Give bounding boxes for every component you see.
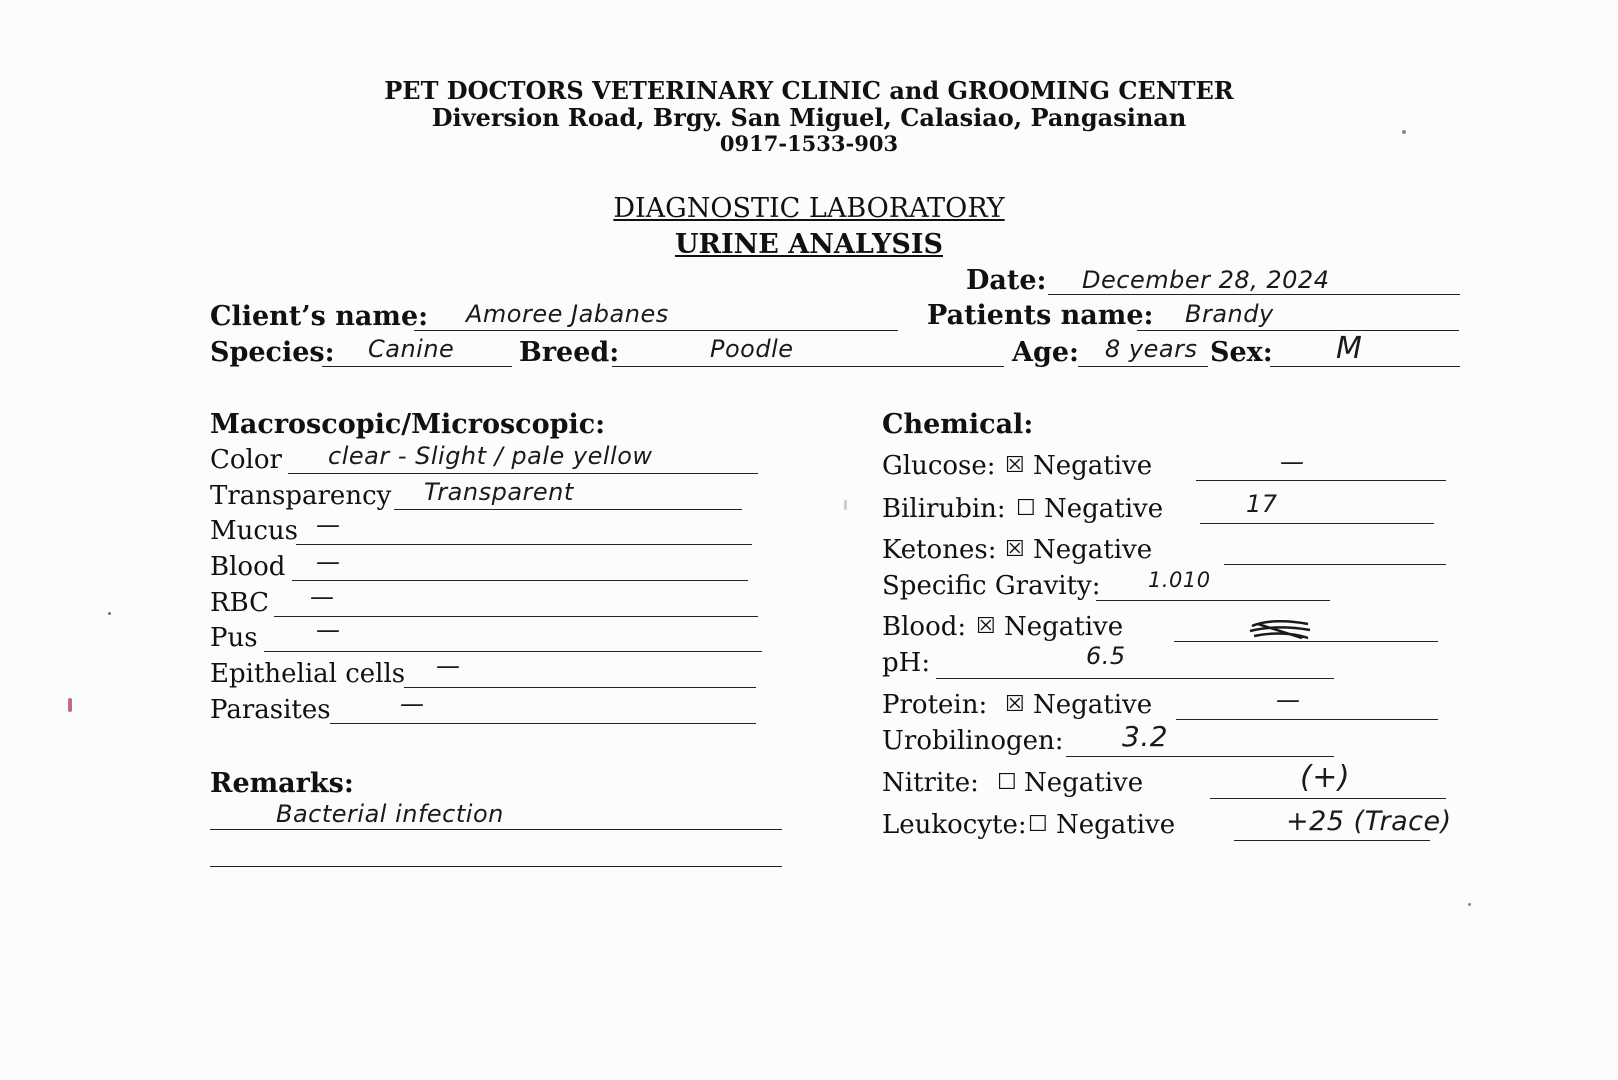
glucose-negative: Negative bbox=[1033, 451, 1153, 481]
bilirubin-value: 17 bbox=[1246, 490, 1278, 518]
glucose-checkbox[interactable]: ☒ bbox=[1005, 453, 1025, 478]
epithelial-value: — bbox=[436, 652, 461, 680]
blood-micro-value: — bbox=[316, 548, 341, 576]
specific-gravity-value: 1.010 bbox=[1148, 568, 1211, 592]
nitrite-checkbox[interactable]: ☐ bbox=[997, 770, 1017, 795]
client-name-value: Amoree Jabanes bbox=[466, 300, 669, 328]
breed-label: Breed: bbox=[519, 337, 620, 368]
ketones-negative: Negative bbox=[1033, 535, 1153, 565]
ketones-label: Ketones: bbox=[882, 535, 997, 565]
date-label: Date: bbox=[966, 265, 1047, 296]
mucus-label: Mucus bbox=[210, 516, 299, 546]
leukocyte-label: Leukocyte: bbox=[882, 810, 1027, 840]
macro-heading: Macroscopic/Microscopic: bbox=[210, 409, 606, 440]
ph-value: 6.5 bbox=[1086, 642, 1126, 670]
breed-value: Poodle bbox=[710, 335, 794, 363]
paper-speck bbox=[1468, 903, 1471, 906]
species-label: Species: bbox=[210, 337, 335, 368]
clinic-name: PET DOCTORS VETERINARY CLINIC and GROOMING CENTER bbox=[384, 76, 1234, 105]
clinic-phone: 0917-1533-903 bbox=[719, 131, 899, 156]
blood-micro-label: Blood bbox=[210, 552, 286, 582]
transparency-label: Transparency bbox=[210, 481, 392, 511]
color-label: Color bbox=[210, 445, 282, 475]
patient-name-label: Patients name: bbox=[927, 300, 1154, 331]
mucus-value: — bbox=[316, 511, 341, 539]
age-label: Age: bbox=[1012, 337, 1079, 368]
epithelial-label: Epithelial cells bbox=[210, 659, 406, 689]
blood-chem-label: Blood: bbox=[882, 612, 967, 642]
paper-speck bbox=[1402, 130, 1406, 134]
blood-chem-negative: Negative bbox=[1004, 612, 1124, 642]
department-title: DIAGNOSTIC LABORATORY bbox=[613, 193, 1005, 224]
patient-name-value: Brandy bbox=[1185, 300, 1274, 328]
glucose-label: Glucose: bbox=[882, 451, 996, 481]
nitrite-value: (+) bbox=[1300, 760, 1351, 795]
urobilinogen-label: Urobilinogen: bbox=[882, 726, 1064, 756]
ketones-checkbox[interactable]: ☒ bbox=[1005, 537, 1025, 562]
urobilinogen-value: 3.2 bbox=[1122, 720, 1169, 753]
leukocyte-negative: Negative bbox=[1056, 810, 1176, 840]
paper-speck bbox=[108, 612, 111, 615]
protein-negative: Negative bbox=[1033, 690, 1153, 720]
paper-speck bbox=[68, 698, 72, 712]
bilirubin-negative: Negative bbox=[1044, 494, 1164, 524]
nitrite-label: Nitrite: bbox=[882, 768, 979, 798]
clinic-address: Diversion Road, Brgy. San Miguel, Calasiao, Pangasinan bbox=[431, 103, 1187, 132]
blood-chem-checkbox[interactable]: ☒ bbox=[976, 614, 996, 639]
rbc-label: RBC bbox=[210, 588, 270, 618]
specific-gravity-label: Specific Gravity: bbox=[882, 571, 1101, 601]
pus-label: Pus bbox=[210, 623, 258, 653]
chemical-heading: Chemical: bbox=[882, 409, 1034, 440]
protein-checkbox[interactable]: ☒ bbox=[1005, 692, 1025, 717]
test-title: URINE ANALYSIS bbox=[674, 229, 943, 260]
parasites-label: Parasites bbox=[210, 695, 331, 725]
sex-value: M bbox=[1336, 331, 1363, 366]
protein-value: — bbox=[1276, 686, 1301, 714]
transparency-value: Transparent bbox=[424, 478, 574, 506]
protein-label: Protein: bbox=[882, 690, 988, 720]
client-name-label: Client’s name: bbox=[210, 301, 429, 332]
paper-speck bbox=[844, 500, 847, 510]
age-value: 8 years bbox=[1105, 335, 1198, 363]
date-value: December 28, 2024 bbox=[1082, 266, 1330, 294]
glucose-value: — bbox=[1280, 448, 1305, 476]
scribble-mark-icon bbox=[1248, 618, 1314, 642]
bilirubin-checkbox[interactable]: ☐ bbox=[1016, 496, 1036, 521]
nitrite-negative: Negative bbox=[1024, 768, 1144, 798]
species-value: Canine bbox=[368, 335, 455, 363]
leukocyte-value: +25 (Trace) bbox=[1286, 806, 1452, 837]
color-value: clear - Slight / pale yellow bbox=[328, 442, 653, 470]
leukocyte-checkbox[interactable]: ☐ bbox=[1028, 812, 1048, 837]
rbc-value: — bbox=[310, 583, 335, 611]
pus-value: — bbox=[316, 616, 341, 644]
ph-label: pH: bbox=[882, 648, 931, 678]
remarks-value: Bacterial infection bbox=[276, 800, 504, 828]
sex-label: Sex: bbox=[1210, 337, 1273, 368]
remarks-heading: Remarks: bbox=[210, 768, 354, 799]
parasites-value: — bbox=[400, 690, 425, 718]
bilirubin-label: Bilirubin: bbox=[882, 494, 1006, 524]
